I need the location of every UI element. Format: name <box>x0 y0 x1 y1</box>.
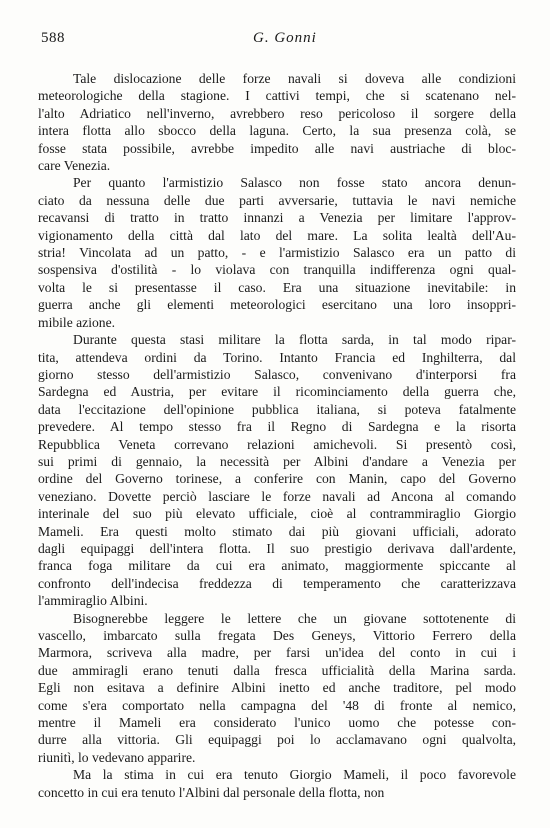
text-line: franca foga militare da cui era animato, maggiormente spiccante al <box>38 558 516 574</box>
text-line: recavansi di tratto in tratto innanzi a Venezia per limitare l'approv- <box>38 210 516 226</box>
running-head <box>41 30 518 50</box>
text-line: come s'era comportato nella campagna del '48 di fronte al nemico, <box>38 697 516 713</box>
text-line: guerra anche gli elementi meteorologici esercitano una loro insoppri- <box>38 297 516 313</box>
text-line: interinale del suo più elevato ufficiale, cioè al contrammiraglio Giorgio <box>38 506 516 522</box>
text-line: mentre il Mameli era considerato l'unico uomo che potesse con- <box>38 715 516 731</box>
paragraph <box>38 766 516 801</box>
text-line: durre alla vittoria. Gli equipaggi poi lo acclamavano ogni qualvolta, <box>38 732 516 748</box>
text-line: l'alto Adriatico nell'inverno, avrebbero reso pericoloso il sorgere della <box>38 105 516 121</box>
text-line: care Venezia. <box>38 158 111 174</box>
text-line: veneziano. Dovette perciò lasciare le forze navali ad Ancona al comando <box>38 488 516 504</box>
text-line: Per quanto l'armistizio Salasco non fosse stato ancora denun- <box>73 175 516 191</box>
running-title: G. Gonni <box>253 30 317 46</box>
text-line: Ma la stima in cui era tenuto Giorgio Mameli, il poco favorevole <box>73 767 516 783</box>
text-line: data l'eccitazione dell'opinione pubblica italiana, si poteva fatalmente <box>38 401 516 417</box>
text-line: Egli non esitava a definire Albini inetto ed anche traditore, pel modo <box>38 680 516 696</box>
text-line: tita, attendeva ordini da Torino. Intanto Francia ed Inghilterra, dal <box>38 349 516 365</box>
text-line: riunitì, lo vedevano apparire. <box>38 749 196 765</box>
text-line: mibile azione. <box>38 314 116 330</box>
text-line: giorno stesso dell'armistizio Salasco, convenivano d'interporsi fra <box>38 366 516 382</box>
text-line: dagli equipaggi dell'intera flotta. Il suo prestigio derivava dall'ardente, <box>38 540 516 556</box>
text-line: sospensiva d'ostilità - lo violava con tranquilla indifferenza ogni qual- <box>38 262 516 278</box>
text-line: Durante questa stasi militare la flotta sarda, in tal modo ripar- <box>73 332 516 348</box>
text-line: stria! Vincolata ad un patto, - e l'armistizio Salasco era un patto di <box>38 245 516 261</box>
text-line: ordine del Governo torinese, a conferire con Manin, capo del Governo <box>38 471 516 487</box>
page-number: 588 <box>41 30 65 46</box>
text-line: Sardegna ed Austria, per evitare il ricominciamento della guerra che, <box>38 384 516 400</box>
text-line: ciato da nessuna delle due parti avversarie, tuttavia le navi nemiche <box>38 192 516 208</box>
text-line: Tale dislocazione delle forze navali si doveva alle condizioni <box>73 71 516 86</box>
paragraph <box>38 174 516 331</box>
text-line: l'ammiraglio Albini. <box>38 593 148 609</box>
text-line: meteorologiche della stagione. I cattivi tempi, che si scatenano nel- <box>38 88 516 104</box>
paragraph <box>38 70 516 174</box>
text-line: Repubblica Veneta correvano relazioni amichevoli. Si presentò così, <box>38 436 516 452</box>
text-line: due ammiragli erano tenuti dalla fresca ufficialità della Marina sarda. <box>38 662 516 678</box>
text-line: prevedere. Al tempo stesso fra il Regno di Sardegna e la risorta <box>38 419 516 435</box>
paragraph <box>38 331 516 610</box>
text-line: Marmora, scriveva alla madre, per farsi un'idea del conto in cui i <box>38 645 516 661</box>
text-line: Mameli. Era questi molto stimato dai più giovani ufficiali, adorato <box>38 523 516 539</box>
text-line: Bisognerebbe leggere le lettere che un giovane sottotenente di <box>73 610 516 626</box>
text-line: vigionamento della città dal lato del mare. La solita lealtà dell'Au- <box>38 227 516 243</box>
text-line: volta le si presentasse il caso. Era una situazione inevitabile: in <box>38 279 516 295</box>
text-line: confronto dell'indecisa freddezza di temperamento che caratterizzava <box>38 575 516 591</box>
paragraph <box>38 610 516 767</box>
text-line: sui primi di gennaio, la necessità per Albini d'andare a Venezia per <box>38 453 516 469</box>
text-line: vascello, imbarcato sulla fregata Des Geneys, Vittorio Ferrero della <box>38 628 516 643</box>
text-line: intera flotta allo sbocco della laguna. Certo, la sua presenza colà, se <box>38 123 516 139</box>
body-text <box>38 70 516 801</box>
text-line: fosse stata possibile, avrebbe impedito alle navi austriache di bloc- <box>38 140 516 156</box>
text-line: concetto in cui era tenuto l'Albini dal personale della flotta, non <box>38 784 385 800</box>
